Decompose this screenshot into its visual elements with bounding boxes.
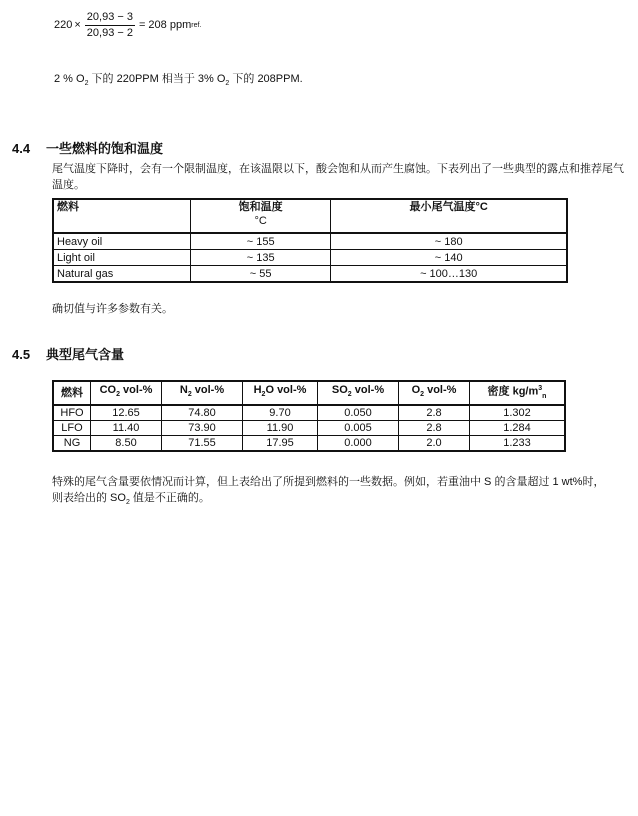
table-header-row xyxy=(53,199,567,233)
header-n2-sub: 2 xyxy=(187,391,192,399)
cell-co2: 12.65 xyxy=(91,405,162,421)
table-row xyxy=(53,266,567,283)
cell-co2: 11.40 xyxy=(91,420,162,435)
saturation-temperature-table xyxy=(52,198,568,283)
formula-equals: = xyxy=(138,19,146,31)
section-title: 典型尾气含量 xyxy=(46,348,125,363)
section-4-4-paragraph: 尾气温度下降时，会有一个限制温度，在该温限以下，酸会饱和从而产生腐蚀。下表列出了一些典型的露点和推荐尾气温度。 xyxy=(52,163,624,191)
cell-so2: 0.000 xyxy=(318,435,399,451)
header-n2-rest: vol-% xyxy=(191,384,225,397)
section-4-5-heading xyxy=(12,344,124,363)
paragraph-line2b: 值是不正确的。 xyxy=(129,492,210,504)
formula-fraction xyxy=(85,11,135,40)
section-number: 4.5 xyxy=(12,347,31,362)
formula-denominator: 20,93 − 2 xyxy=(86,26,133,39)
header-o2-sub: 2 xyxy=(420,391,425,399)
header-so2-base: SO xyxy=(331,384,348,397)
cell-so2: 0.050 xyxy=(318,405,399,421)
header-density-base: 密度 kg/m xyxy=(487,385,539,398)
header-h2o-base: H xyxy=(253,384,262,397)
header-o2-base: O xyxy=(411,384,421,397)
header-density-sup: 3 xyxy=(538,385,543,392)
cell-co2: 8.50 xyxy=(91,435,162,451)
cell-fuel: LFO xyxy=(53,420,91,435)
table-header-row xyxy=(53,381,565,405)
cell-density: 1.284 xyxy=(470,420,566,435)
header-co2 xyxy=(91,381,162,405)
header-so2-sub: 2 xyxy=(347,391,352,399)
cell-o2: 2.0 xyxy=(399,435,470,451)
formula-numerator: 20,93 − 3 xyxy=(85,11,135,26)
paragraph-line2a: 则表给出的 SO xyxy=(52,492,126,504)
cell-saturation: ~ 135 xyxy=(191,250,331,266)
paragraph-line1: 特殊的尾气含量要依情况而计算，但上表给出了所提到燃料的一些数据。例如，若重油中 S 的含量超过 1 wt%时， xyxy=(52,476,605,488)
sentence-part3: 下的 208PPM. xyxy=(229,73,303,85)
section-number: 4.4 xyxy=(12,141,31,156)
cell-min-exhaust: ~ 140 xyxy=(331,250,567,266)
table-row xyxy=(53,250,567,266)
header-fuel: 燃料 xyxy=(53,199,191,233)
section-4-4-heading xyxy=(12,138,163,157)
cell-n2: 74.80 xyxy=(162,405,243,421)
table-row xyxy=(53,405,565,421)
cell-h2o: 17.95 xyxy=(243,435,318,451)
cell-fuel: Heavy oil xyxy=(53,233,191,250)
cell-so2: 0.005 xyxy=(318,420,399,435)
cell-o2: 2.8 xyxy=(399,420,470,435)
cell-fuel: HFO xyxy=(53,405,91,421)
header-fuel: 燃料 xyxy=(53,381,91,405)
conversion-sentence xyxy=(54,70,303,87)
formula xyxy=(54,8,201,42)
paragraph-line2-sub: 2 xyxy=(125,499,130,507)
header-n2-base: N xyxy=(179,384,188,397)
table-row xyxy=(53,233,567,250)
sentence-sub1: 2 xyxy=(84,80,89,88)
header-so2-rest: vol-% xyxy=(351,384,385,397)
header-co2-rest: vol-% xyxy=(120,384,153,397)
header-so2 xyxy=(318,381,399,405)
table-row xyxy=(53,420,565,435)
formula-lhs: 220 xyxy=(54,19,73,31)
header-saturation-unit: °C xyxy=(254,215,267,227)
cell-saturation: ~ 55 xyxy=(191,266,331,283)
header-co2-sub: 2 xyxy=(116,391,120,399)
header-saturation-temp xyxy=(191,199,331,233)
header-n2 xyxy=(162,381,243,405)
header-o2-rest: vol-% xyxy=(424,384,457,397)
header-density-sub: n xyxy=(542,392,547,400)
formula-result: 208 ppm xyxy=(148,19,192,31)
cell-fuel: NG xyxy=(53,435,91,451)
formula-result-sub: ref. xyxy=(191,21,202,29)
cell-saturation: ~ 155 xyxy=(191,233,331,250)
cell-min-exhaust: ~ 100…130 xyxy=(331,266,567,283)
cell-fuel: Light oil xyxy=(53,250,191,266)
exhaust-content-table xyxy=(52,380,566,452)
header-o2 xyxy=(399,381,470,405)
cell-density: 1.302 xyxy=(470,405,566,421)
cell-density: 1.233 xyxy=(470,435,566,451)
section-4-5-paragraph xyxy=(52,474,632,511)
header-h2o-rest: O vol-% xyxy=(265,384,307,397)
cell-h2o: 9.70 xyxy=(243,405,318,421)
sentence-part2: 下的 220PPM 相当于 3% O xyxy=(88,73,226,85)
cell-h2o: 11.90 xyxy=(243,420,318,435)
header-saturation-label: 饱和温度 xyxy=(238,201,283,213)
cell-min-exhaust: ~ 180 xyxy=(331,233,567,250)
header-co2-base: CO xyxy=(99,384,117,397)
sentence-sub2: 2 xyxy=(225,80,230,88)
cell-o2: 2.8 xyxy=(399,405,470,421)
cell-fuel: Natural gas xyxy=(53,266,191,283)
cell-n2: 73.90 xyxy=(162,420,243,435)
header-density xyxy=(470,381,566,405)
cell-n2: 71.55 xyxy=(162,435,243,451)
section-title: 一些燃料的饱和温度 xyxy=(46,142,164,157)
header-min-exhaust-temp: 最小尾气温度°C xyxy=(331,199,567,233)
sentence-part1: 2 % O xyxy=(54,73,85,85)
header-h2o xyxy=(243,381,318,405)
table-row xyxy=(53,435,565,451)
header-h2o-sub: 2 xyxy=(261,391,266,399)
formula-times: × xyxy=(74,19,81,31)
section-4-4-note: 确切值与许多参数有关。 xyxy=(52,303,173,315)
